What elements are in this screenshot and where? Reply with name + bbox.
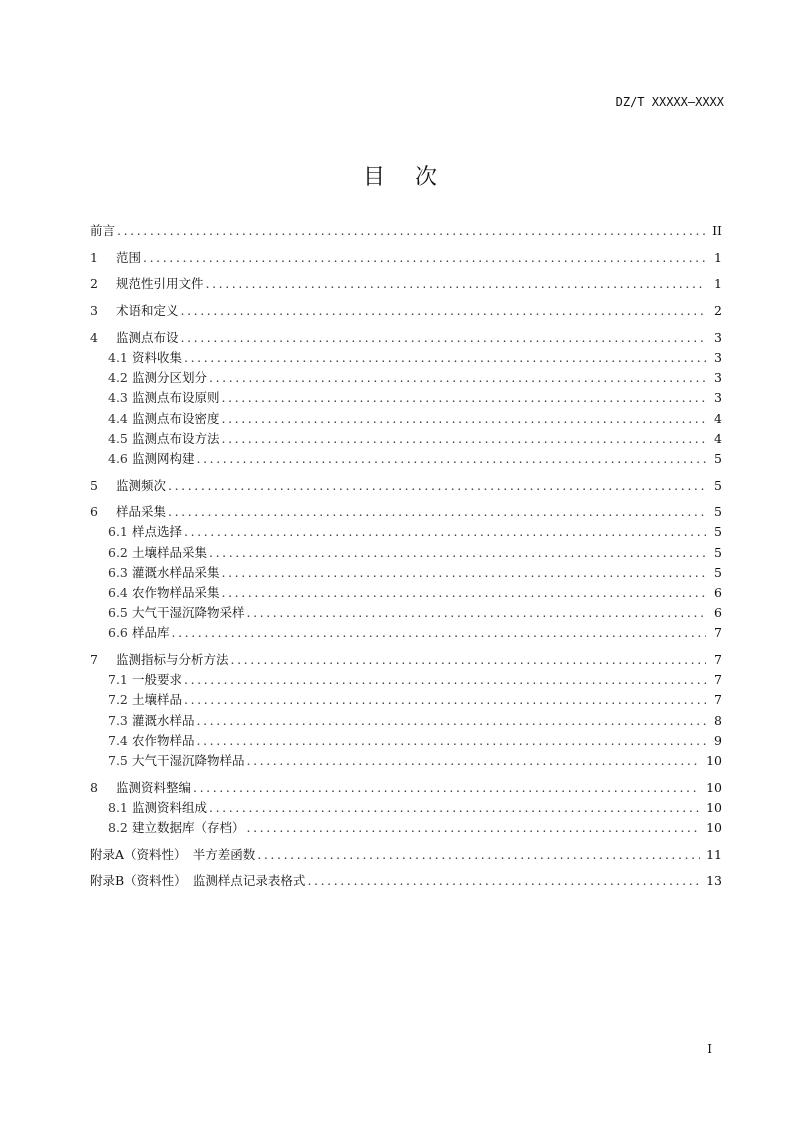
toc-entry-page: 6 — [714, 585, 722, 600]
toc-entry[interactable] — [90, 409, 722, 429]
dot-leader — [184, 690, 706, 710]
toc-entry-label: 监测资料组成 — [132, 799, 208, 815]
toc-entry-page: 13 — [706, 873, 722, 889]
toc-entry-page: 4 — [714, 430, 722, 446]
dot-leader — [168, 476, 706, 496]
toc-entry[interactable] — [90, 690, 722, 710]
toc-entry[interactable] — [90, 731, 722, 751]
toc-entry-label: 大气干湿沉降物样品 — [132, 753, 245, 768]
dot-leader — [209, 368, 706, 388]
title-char: 目 — [362, 165, 385, 190]
toc-entry-page: 6 — [714, 605, 722, 621]
toc-entry[interactable] — [90, 429, 722, 449]
dot-leader — [197, 449, 706, 469]
toc-entry-page: 7 — [714, 625, 722, 641]
toc-entry-page: 5 — [714, 524, 722, 540]
dot-leader — [247, 603, 706, 623]
table-of-contents — [90, 221, 722, 892]
dot-leader — [117, 221, 706, 241]
toc-entry-label: 土壤样品 — [132, 692, 183, 708]
toc-entry-page: 7 — [714, 652, 722, 668]
toc-entry[interactable] — [90, 583, 722, 603]
toc-entry-number: 4.2 — [108, 370, 128, 386]
dot-leader — [197, 711, 706, 731]
toc-entry-page: 5 — [714, 544, 722, 560]
document-code-header: DZ/T XXXXX—XXXX — [615, 95, 724, 109]
dot-leader — [307, 871, 700, 891]
dot-leader — [222, 388, 706, 408]
toc-entry-number: 7.3 — [108, 712, 128, 728]
dot-leader — [193, 778, 700, 798]
dot-leader — [172, 623, 706, 643]
toc-entry-label: 规范性引用文件 — [116, 276, 204, 292]
toc-entry-page: 1 — [714, 276, 722, 292]
dot-leader — [247, 751, 701, 771]
toc-entry-label: 农作物样品 — [132, 732, 195, 748]
toc-entry-page: 3 — [714, 329, 722, 345]
dot-leader — [231, 650, 706, 670]
toc-entry-page: 3 — [714, 349, 722, 365]
toc-entry[interactable] — [90, 751, 722, 771]
toc-entry[interactable] — [90, 388, 722, 408]
toc-entry[interactable] — [90, 522, 722, 542]
page-number: I — [707, 1042, 712, 1056]
toc-entry-page: 10 — [706, 753, 722, 768]
toc-entry-page: 4 — [714, 410, 722, 426]
toc-entry-page: 5 — [714, 564, 722, 580]
dot-leader — [168, 502, 706, 522]
dot-leader — [222, 409, 706, 429]
toc-entry-number: 4.6 — [108, 450, 128, 466]
dot-leader — [222, 583, 706, 603]
page-title — [0, 160, 800, 191]
toc-entry-page: 1 — [714, 249, 722, 265]
toc-entry-number: 4 — [90, 329, 98, 345]
toc-entry[interactable] — [90, 301, 722, 321]
toc-entry-number: 3 — [90, 303, 98, 319]
dot-leader — [206, 274, 706, 294]
toc-entry-label: 一般要求 — [132, 672, 183, 688]
toc-entry-page: II — [712, 223, 722, 238]
toc-entry[interactable] — [90, 623, 722, 643]
toc-entry-number: 4.5 — [108, 430, 128, 446]
toc-entry-number: 7.1 — [108, 672, 128, 688]
dot-leader — [181, 328, 706, 348]
toc-entry-label: 监测指标与分析方法 — [116, 652, 229, 668]
toc-entry-label: 样品采集 — [116, 504, 167, 520]
dot-leader — [143, 248, 706, 268]
toc-entry[interactable] — [90, 778, 722, 798]
toc-entry-label: 监测点布设方法 — [132, 430, 220, 446]
toc-entry-number: 7.4 — [108, 732, 128, 748]
toc-entry-label: 建立数据库（存档） — [132, 820, 245, 836]
toc-entry[interactable] — [90, 543, 722, 563]
toc-entry-page: 5 — [714, 504, 722, 520]
toc-entry-number: 8.1 — [108, 799, 128, 815]
toc-entry-page: 9 — [714, 732, 722, 748]
toc-entry[interactable] — [90, 368, 722, 388]
toc-entry-number: 6.3 — [108, 564, 128, 580]
toc-entry-label: 样品库 — [132, 625, 170, 641]
toc-entry[interactable] — [90, 449, 722, 469]
toc-entry-number: 4.3 — [108, 390, 128, 406]
toc-entry-number: 6.1 — [108, 524, 128, 540]
toc-entry-page: 10 — [706, 799, 722, 815]
toc-entry[interactable] — [90, 845, 722, 865]
toc-entry-label: 监测频次 — [116, 477, 167, 493]
toc-entry[interactable] — [90, 818, 722, 838]
toc-entry-page: 3 — [714, 370, 722, 386]
toc-entry-number: 6.6 — [108, 625, 128, 641]
title-char: 次 — [415, 165, 438, 190]
toc-entry-label: 监测分区划分 — [132, 370, 208, 386]
toc-entry-label: 附录A（资料性） 半方差函数 — [90, 846, 256, 862]
toc-entry-number: 4.1 — [108, 349, 128, 365]
toc-entry[interactable] — [90, 248, 722, 268]
dot-leader — [197, 731, 706, 751]
toc-entry[interactable] — [90, 274, 722, 294]
toc-entry-label: 监测点布设密度 — [132, 410, 220, 426]
dot-leader — [184, 670, 706, 690]
toc-entry[interactable] — [90, 476, 722, 496]
toc-entry-label: 资料收集 — [132, 349, 183, 365]
toc-entry[interactable] — [90, 871, 722, 891]
dot-leader — [257, 845, 700, 865]
dot-leader — [247, 818, 701, 838]
toc-entry-number: 7.5 — [108, 753, 128, 768]
dot-leader — [222, 563, 706, 583]
dot-leader — [184, 522, 706, 542]
toc-entry[interactable] — [90, 328, 722, 348]
toc-entry-label: 附录B（资料性） 监测样点记录表格式 — [90, 873, 306, 889]
toc-entry-label: 样点选择 — [132, 524, 183, 540]
toc-entry-page: 7 — [714, 672, 722, 688]
toc-entry-number: 8.2 — [108, 820, 128, 836]
toc-entry-label: 农作物样品采集 — [132, 585, 220, 600]
toc-entry-label: 土壤样品采集 — [132, 544, 208, 560]
dot-leader — [209, 798, 700, 818]
toc-entry-page: 11 — [706, 846, 722, 862]
toc-entry[interactable] — [90, 221, 722, 241]
toc-entry-label: 监测点布设原则 — [132, 390, 220, 406]
toc-entry-number: 7 — [90, 652, 98, 668]
toc-entry-number: 4.4 — [108, 410, 128, 426]
toc-entry[interactable] — [90, 603, 722, 623]
dot-leader — [181, 301, 706, 321]
toc-entry-number: 6.2 — [108, 544, 128, 560]
toc-entry-page: 7 — [714, 692, 722, 708]
toc-entry-number: 6.5 — [108, 605, 128, 621]
dot-leader — [222, 429, 706, 449]
toc-entry-label: 监测资料整编 — [116, 779, 192, 795]
toc-entry[interactable] — [90, 711, 722, 731]
toc-entry[interactable] — [90, 670, 722, 690]
toc-entry-number: 7.2 — [108, 692, 128, 708]
toc-entry-label: 术语和定义 — [116, 303, 179, 319]
toc-entry-label: 大气干湿沉降物采样 — [132, 605, 245, 621]
toc-entry-number: 1 — [90, 249, 98, 265]
toc-entry-number: 6 — [90, 504, 98, 520]
toc-entry[interactable] — [90, 650, 722, 670]
toc-entry-number: 8 — [90, 779, 98, 795]
toc-entry-page: 8 — [714, 712, 722, 728]
toc-entry[interactable] — [90, 563, 722, 583]
toc-entry-label: 灌溉水样品 — [132, 712, 195, 728]
toc-entry-number: 5 — [90, 477, 98, 493]
toc-entry-number: 6.4 — [108, 585, 128, 600]
toc-entry-label: 灌溉水样品采集 — [132, 564, 220, 580]
toc-entry-page: 5 — [714, 450, 722, 466]
dot-leader — [184, 348, 706, 368]
toc-entry-label: 前言 — [90, 223, 116, 238]
toc-entry-label: 监测网构建 — [132, 450, 195, 466]
toc-entry[interactable] — [90, 348, 722, 368]
toc-entry-label: 监测点布设 — [116, 329, 179, 345]
toc-entry-page: 2 — [714, 303, 722, 319]
dot-leader — [209, 543, 706, 563]
toc-entry-label: 范围 — [116, 249, 142, 265]
toc-entry-page: 3 — [714, 390, 722, 406]
toc-entry-page: 10 — [706, 779, 722, 795]
toc-entry-number: 2 — [90, 276, 98, 292]
toc-entry-page: 10 — [706, 820, 722, 836]
toc-entry[interactable] — [90, 798, 722, 818]
toc-entry[interactable] — [90, 502, 722, 522]
toc-entry-page: 5 — [714, 477, 722, 493]
